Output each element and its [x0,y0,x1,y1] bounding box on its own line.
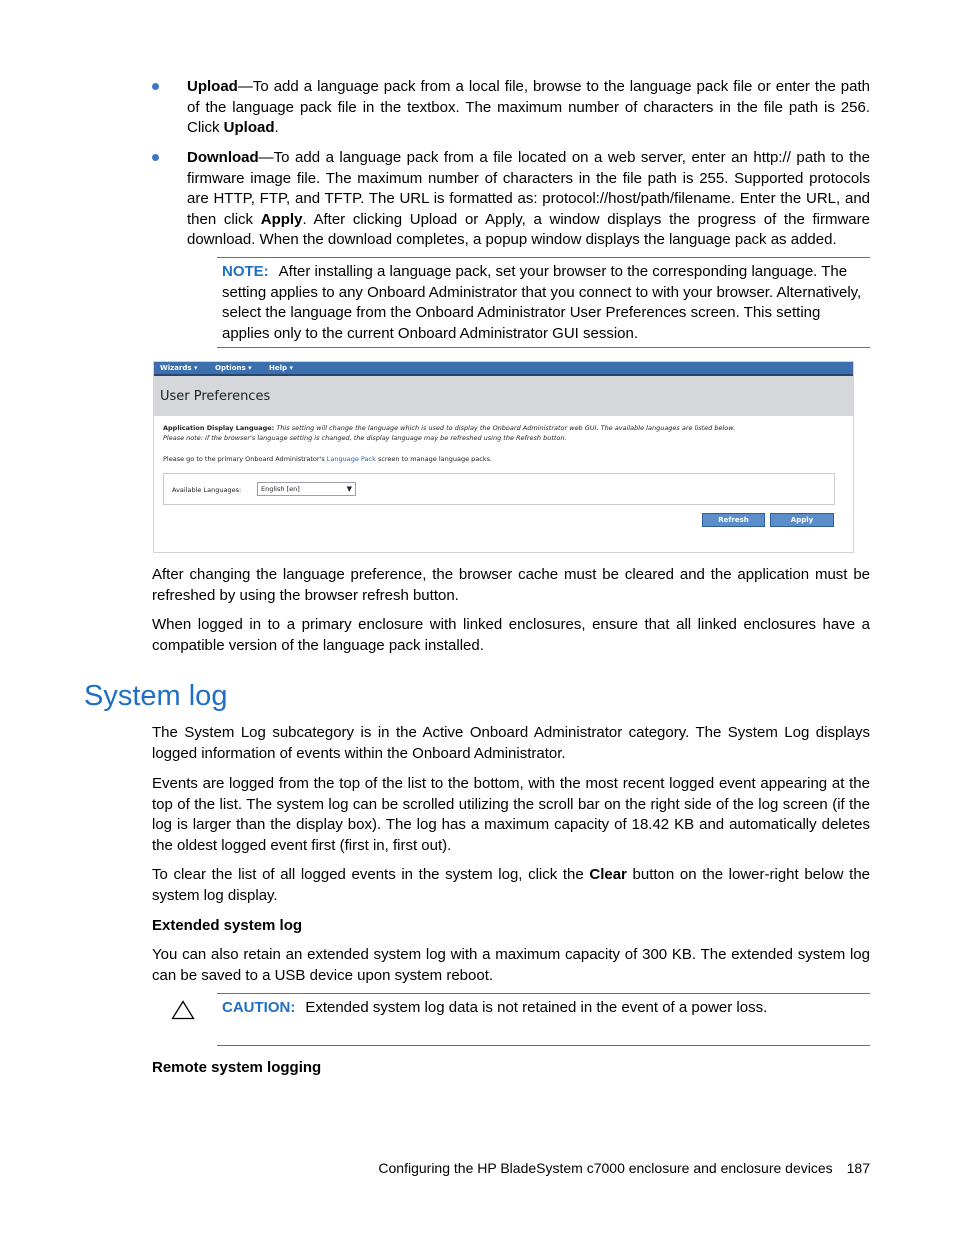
bullet-tail: . After clicking Upload or Apply, a window displays the progress of the firmware download. When the download completes, a popup window displays the language pack as added. [187,210,870,248]
bullet-tail: . [274,119,279,136]
bullet-term: Download [187,149,259,166]
screenshot-title: User Preferences [160,389,271,404]
paragraph-extended: You can also retain an extended system log with a maximum capacity of 300 KB. The extended system log can be saved to a USB device upon system reboot. [152,946,870,984]
caution-icon [171,1000,195,1020]
description-text: This setting will change the language which is used to display the Onboard Administrator web GUI. The available languages are listed below. [276,424,736,432]
note-box [217,257,870,348]
user-preferences-screenshot [153,361,854,553]
bullet-download [152,148,870,251]
bullet-body: —To add a language pack from a file located on a web server, enter an http:// path to the firmware image file. The maximum number of characters in the file path is 255. Supported protocols are HTTP, FTP, and TFTP. The URL is formatted as: protocol://host/path/filename. Enter the URL, and then click [187,149,870,228]
description-note: Please note: if the browser's language setting is changed, the display language may be refreshed using the Refresh button. [163,434,567,442]
caution-box [217,993,870,1046]
chevron-down-icon: ▼ [346,485,352,493]
bullet-term: Apply [260,210,303,228]
bullet-icon [152,154,159,161]
footer-text: Configuring the HP BladeSystem c7000 enclosure and enclosure devices [378,1160,833,1176]
section-heading: System log [84,680,228,712]
bullet-body: —To add a language pack from a local file, browse to the language pack file or enter the path of the language pack file in the textbox. The maximum number of characters in the file path is 256. Click [187,78,870,136]
language-description [163,424,843,433]
menu-options[interactable]: Options ▾ [215,364,252,372]
note-text: After installing a language pack, set your browser to the corresponding language. The setting applies to any Onboard Administrator that you connect to with your browser. Alternatively, select the language from the Onboard Administrator User Preferences screen. This setting applies only to the current Onboard Administrator GUI session. [222,263,862,342]
bullet-upload-text [187,77,870,139]
bullet-icon [152,83,159,90]
menu-help[interactable]: Help ▾ [269,364,293,372]
paragraph-events: Events are logged from the top of the list to the bottom, with the most recent logged event appearing at the top of the list. The system log can be scrolled utilizing the scroll bar on the right side of the log screen (if the log is larger than the display box). The log has a maximum capacity of 18.42 KB and automatically deletes the oldest logged event first (first in, first out). [152,775,870,854]
paragraph-cache: After changing the language preference, the browser cache must be cleared and the application must be refreshed by using the browser refresh button. [152,566,870,604]
bullet-term: Upload [187,78,238,95]
screenshot-menubar [154,362,853,376]
subhead-remote: Remote system logging [152,1059,322,1076]
clear-post: button on the lower-right below the system log display. [152,866,870,904]
bullet-term: Upload [223,119,275,136]
paragraph-linked: When logged in to a primary enclosure with linked enclosures, ensure that all linked enclosures have a compatible version of the language pack installed. [152,616,870,654]
apply-button[interactable]: Apply [770,513,834,527]
caution-label: CAUTION: [222,999,296,1016]
clear-pre: To clear the list of all logged events in the system log, click the [152,866,590,883]
caution-text: Extended system log data is not retained in the event of a power loss. [305,999,768,1016]
available-languages-label: Available Languages: [172,486,242,494]
bullet-download-text [187,148,870,251]
goto-pre: Please go to the primary Onboard Administrator's [163,455,327,463]
description-label: Application Display Language: [163,424,275,432]
clear-term: Clear [589,866,627,883]
language-pack-link[interactable]: Language Pack [326,455,376,463]
page-footer [378,1158,870,1179]
paragraph-clear [152,865,870,906]
language-select-value: English [en] [261,485,300,493]
page-number: 187 [846,1160,870,1176]
refresh-button[interactable]: Refresh [702,513,765,527]
subhead-extended: Extended system log [152,917,303,934]
bullet-upload [152,77,870,139]
language-select[interactable] [257,482,356,496]
screenshot-titlebar [154,376,853,416]
goto-language-pack [163,455,843,464]
goto-post: screen to manage language packs. [375,455,493,463]
paragraph-system-log: The System Log subcategory is in the Active Onboard Administrator category. The System Log displays logged information of events within the Onboard Administrator. [152,724,870,762]
menu-wizards[interactable]: Wizards ▾ [160,364,198,372]
note-label: NOTE: [222,263,269,280]
language-note [163,434,843,443]
